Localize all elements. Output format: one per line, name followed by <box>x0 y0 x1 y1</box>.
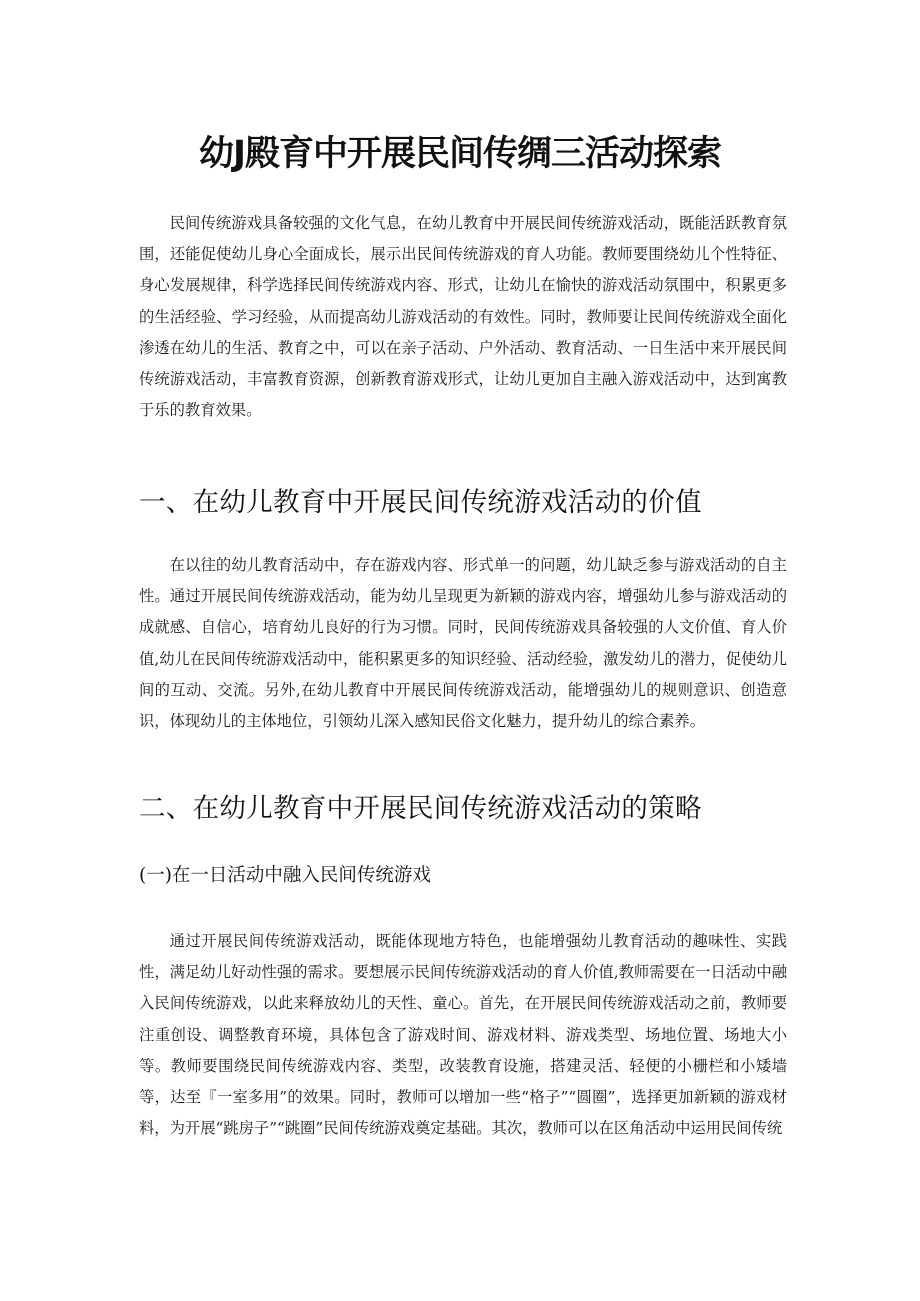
intro-paragraph: 民间传统游戏具备较强的文化气息，在幼儿教育中开展民间传统游戏活动，既能活跃教育氛围，还能促使幼儿身心全面成长，展示出民间传统游戏的育人功能。教师要围绕幼儿个性特征、身心发展规律，科学选择民间传统游戏内容、形式，让幼儿在愉快的游戏活动氛围中，积累更多的生活经验、学习经验，从而提高幼儿游戏活动的有效性。同时，教师要让民间传统游戏全面化渗透在幼儿的生活、教育之中，可以在亲子活动、户外活动、教育活动、一日生活中来开展民间传统游戏活动，丰富教育资源，创新教育游戏形式，让幼儿更加自主融入游戏活动中，达到寓教于乐的教育效果。 <box>139 214 787 420</box>
subsection-1-heading: (一)在一日活动中融入民间传统游戏 <box>139 865 431 886</box>
document-title: 幼J殿育中开展民间传绸三活动探索 <box>198 134 722 174</box>
section-1-heading: 一、在幼儿教育中开展民间传统游戏活动的价值 <box>139 487 702 518</box>
subsection-1-paragraph: 通过开展民间传统游戏活动，既能体现地方特色，也能增强幼儿教育活动的趣味性、实践性，满足幼儿好动性强的需求。要想展示民间传统游戏活动的育人价值,教师需要在一日活动中融入民间传统游戏，以此来释放幼儿的天性、童心。首先，在开展民间传统游戏活动之前，教师要注重创设、调整教育环境，具体包含了游戏时间、游戏材料、游戏类型、场地位置、场地大小等。教师要围绕民间传统游戏内容、类型，改装教育设施，搭建灵活、轻便的小栅栏和小矮墙等，达至『一室多用”的效果。同时，教师可以增加一些“格子”“圆圈”，选择更加新颖的游戏材料，为开展“跳房子”“跳圈”民间传统游戏奠定基础。其次，教师可以在区角活动中运用民间传统 <box>139 932 787 1138</box>
section-2-heading: 二、在幼儿教育中开展民间传统游戏活动的策略 <box>139 793 702 824</box>
section-1-paragraph: 在以往的幼儿教育活动中，存在游戏内容、形式单一的问题，幼儿缺乏参与游戏活动的自主性。通过开展民间传统游戏活动，能为幼儿呈现更为新颖的游戏内容，增强幼儿参与游戏活动的成就感、自信心，培育幼儿良好的行为习惯。同时，民间传统游戏具备较强的人文价值、育人价值,幼儿在民间传统游戏活动中，能积累更多的知识经验、活动经验，激发幼儿的潜力，促使幼儿间的互动、交流。另外,在幼儿教育中开展民间传统游戏活动，能增强幼儿的规则意识、创造意识，体现幼儿的主体地位，引领幼儿深入感知民俗文化魅力，提升幼儿的综合素养。 <box>139 556 787 731</box>
